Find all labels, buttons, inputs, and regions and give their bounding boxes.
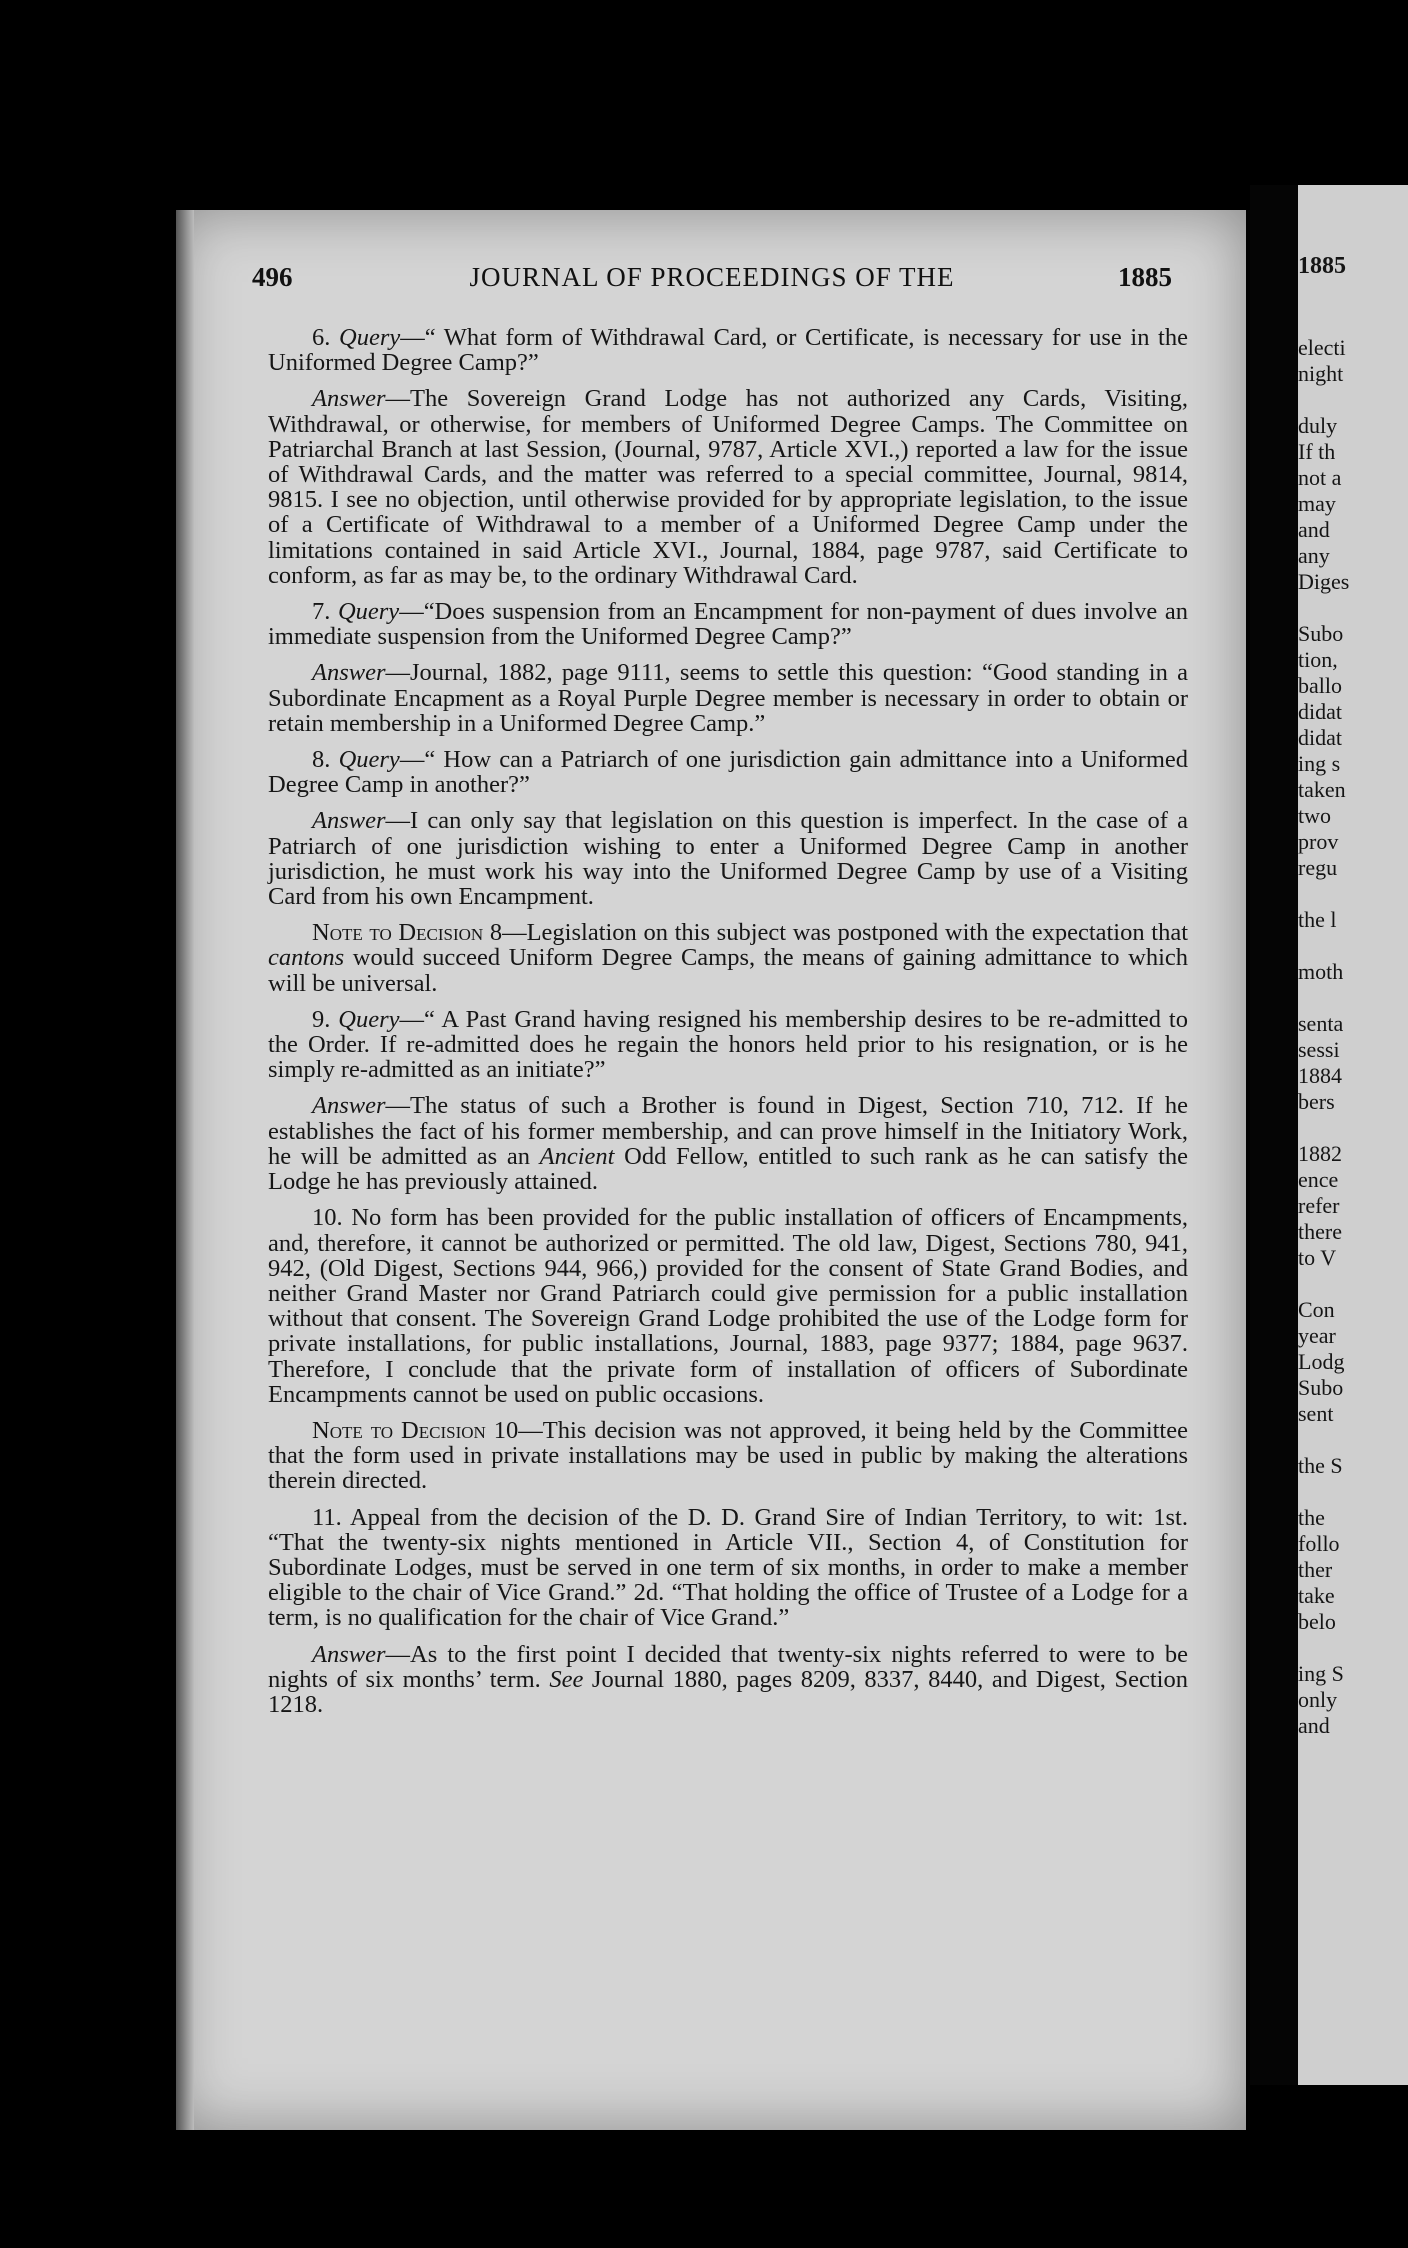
right-page-line: Con: [1298, 1297, 1335, 1322]
right-page-line: any: [1298, 543, 1330, 568]
right-page-line: Subo: [1298, 621, 1344, 646]
right-page-line: sent: [1298, 1401, 1334, 1426]
right-page-line: take: [1298, 1583, 1335, 1608]
page-year: 1885: [1118, 262, 1172, 292]
query-paragraph: 9. Query—“ A Past Grand having resigned his membership desires to be re-admitted to the Order. If re-admitted does he regain the honors held prior to his resignation, or is he simply re-admitted as an initiate?”: [268, 1005, 1188, 1084]
right-page-year: 1885: [1298, 253, 1346, 279]
note-label: Note to Decision: [312, 1416, 486, 1444]
right-page-line: Subo: [1298, 1375, 1344, 1400]
note-paragraph: Note to Decision 8—Legislation on this subject was postponed with the expectation that cantons would succeed Uniform Degree Camps, the means of gaining admittance to which will be universal.: [268, 919, 1189, 997]
query-paragraph: 7. Query—“Does suspension from an Encampment for non-payment of dues involve an immediate suspension from the Uniformed Degree Camp?”: [268, 598, 1188, 651]
appeal-paragraph: 11. Appeal from the decision of the D. D. Grand Sire of Indian Territory, to wit: 1st. “That the twenty-six nights mentioned in Article VII., Section 4, of Constitution for Subordinate Lodges, must be served in one term of six months, in order to make a member eligible to the chair of Vice Grand.” 2d. “That holding the office of Trustee of a Lodge for a term, is no qualification for the chair of Vice Grand.”: [268, 1503, 1188, 1632]
right-page-line: refer: [1298, 1193, 1340, 1218]
right-page-line: belo: [1298, 1609, 1336, 1634]
answer-label: Answer: [312, 385, 386, 413]
right-page-line: there: [1298, 1219, 1342, 1244]
right-page-line: ing S: [1298, 1661, 1344, 1686]
page-header: [252, 262, 1172, 302]
right-page-line: sessi: [1298, 1037, 1340, 1062]
right-page-line: 1882: [1298, 1141, 1342, 1166]
decision-paragraph: 10. No form has been provided for the public installation of officers of Encampments, and, therefore, it cannot be authorized or permitted. The old law, Digest, Sections 780, 941, 942, (Old Digest, Sections 944, 966,) provided for the consent of State Grand Bodies, and neither Grand Master nor Grand Patriarch could give permission for a public installation without that consent. The Sovereign Grand Lodge prohibited the use of the Lodge form for private installations, for public installations, Journal, 1883, page 9377; 1884, page 9637. Therefore, I conclude that the private form of installation of officers of Subordinate Encampments cannot be used on public occasions.: [268, 1204, 1188, 1408]
right-page-line: ence: [1298, 1167, 1339, 1192]
answer-paragraph: Answer—The Sovereign Grand Lodge has not authorized any Cards, Visiting, Withdrawal, or otherwise, for members of Uniformed Degree Camps. The Committee on Patriarchal Branch at last Session, (Journal, 9787, Article XVI.,) reported a law for the issue of Withdrawal Cards, and the matter was referred to a special committee, Journal, 9814, 9815. I see no objection, until otherwise provided for by appropriate legislation, to the issue of a Certificate of Withdrawal to a member of a Uniformed Degree Camp under the limitations contained in said Article XVI., Journal, 1884, page 9787, said Certificate to conform, as far as may be, to the ordinary Withdrawal Card.: [268, 385, 1188, 589]
running-title: JOURNAL OF PROCEEDINGS OF THE: [469, 262, 955, 292]
right-page-line: and: [1298, 1713, 1330, 1738]
right-page-line: If th: [1298, 439, 1336, 464]
right-page-line: follo: [1298, 1531, 1340, 1556]
right-page-line: regu: [1298, 855, 1338, 880]
query-label: Query: [338, 746, 400, 774]
right-page-line: Lodg: [1298, 1349, 1345, 1374]
right-page-line: duly: [1298, 413, 1338, 438]
gutter-shadow: [1250, 185, 1298, 2085]
right-page-line: the l: [1298, 907, 1337, 932]
right-page-line: ther: [1298, 1557, 1333, 1582]
query-paragraph: 8. Query—“ How can a Patriarch of one jurisdiction gain admittance into a Uniformed Degree Camp in another?”: [268, 746, 1189, 799]
right-page-line: bers: [1298, 1089, 1335, 1114]
page-number: 496: [252, 262, 293, 292]
right-page-line: two: [1298, 803, 1331, 828]
answer-paragraph: Answer—I can only say that legislation on this question is imperfect. In the case of a Patriarch of one jurisdiction wishing to enter a Uniformed Degree Camp in another jurisdiction, he must work his way into the Uniformed Degree Camp by use of a Visiting Card from his own Encampment.: [268, 807, 1188, 911]
answer-label: Answer: [312, 1640, 386, 1668]
right-page-line: ing s: [1298, 751, 1341, 776]
left-page: [176, 210, 1246, 2130]
query-label: Query: [338, 1005, 400, 1033]
note-paragraph: Note to Decision 10—This decision was not approved, it being held by the Committee that the form used in private installations may be used in public by making the alterations therein directed.: [268, 1416, 1188, 1495]
answer-label: Answer: [312, 659, 386, 687]
query-label: Query: [337, 598, 400, 626]
right-page-line: taken: [1298, 777, 1346, 802]
right-page-line: and: [1298, 517, 1330, 542]
answer-paragraph: Answer—The status of such a Brother is found in Digest, Section 710, 712. If he establishes the fact of his former membership, and can prove himself in the Initiatory Work, he will be admitted as an Ancient Odd Fellow, entitled to such rank as he can satisfy the Lodge he has previously attained.: [268, 1092, 1189, 1196]
right-page-line: only: [1298, 1687, 1338, 1712]
right-page-line: to V: [1298, 1245, 1337, 1270]
answer-label: Answer: [312, 1092, 386, 1120]
note-label: Note to Decision: [312, 919, 484, 947]
right-page-line: night: [1298, 361, 1344, 386]
right-page-line: Diges: [1298, 569, 1350, 594]
answer-label: Answer: [312, 807, 386, 835]
query-paragraph: 6. Query—“ What form of Withdrawal Card, or Certificate, is necessary for use in the Uniformed Degree Camp?”: [268, 324, 1188, 377]
right-page-line: the S: [1298, 1453, 1343, 1478]
right-page-line: not a: [1298, 465, 1342, 490]
right-page-line: 1884: [1298, 1063, 1342, 1088]
right-page-line: senta: [1298, 1011, 1344, 1036]
right-page-line: didat: [1298, 699, 1342, 724]
right-page-fragment: [1298, 185, 1408, 2085]
right-page-line: year: [1298, 1323, 1336, 1348]
answer-paragraph: Answer—As to the first point I decided that twenty-six nights referred to were to be nights of six months’ term. See Journal 1880, pages 8209, 8337, 8440, and Digest, Section 1218.: [268, 1640, 1188, 1718]
right-page-line: didat: [1298, 725, 1342, 750]
answer-paragraph: Answer—Journal, 1882, page 9111, seems to settle this question: “Good standing in a Subordinate Encapment as a Royal Purple Degree member is necessary in order to obtain or retain membership in a Uniformed Degree Camp.”: [268, 659, 1188, 737]
right-page-line: prov: [1298, 829, 1339, 854]
right-page-line: electi: [1298, 335, 1346, 360]
right-page-line: tion,: [1298, 647, 1338, 672]
right-page-line: may: [1298, 491, 1336, 516]
right-page-line: ballo: [1298, 673, 1342, 698]
query-label: Query: [339, 324, 401, 351]
page-body: [268, 325, 1188, 1728]
right-page-line: the: [1298, 1505, 1325, 1530]
right-page-line: moth: [1298, 959, 1344, 984]
